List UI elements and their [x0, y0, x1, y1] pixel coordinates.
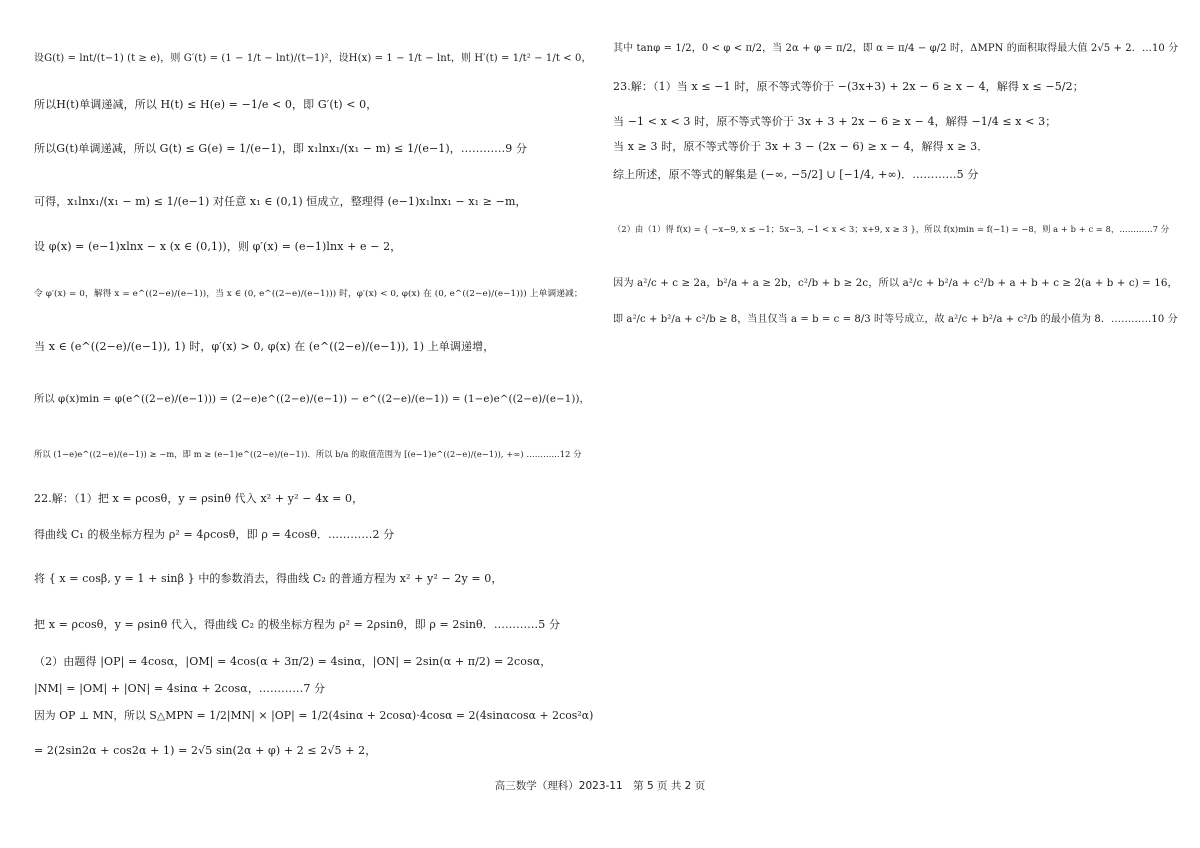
solution-line: 将 { x = cosβ, y = 1 + sinβ } 中的参数消去，得曲线 C₂ 的普通方程为 x² + y² − 2y = 0，	[34, 572, 503, 585]
solution-line: 所以H(t)单调递减，所以 H(t) ≤ H(e) = −1/e < 0，即 G′(t) < 0，	[34, 98, 378, 111]
solution-line: 当 −1 < x < 3 时，原不等式等价于 3x + 3 + 2x − 6 ≥ x − 4，解得 −1/4 ≤ x < 3；	[613, 115, 1057, 128]
solution-line: 设 φ(x) = (e−1)xlnx − x (x ∈ (0,1))，则 φ′(x) = (e−1)lnx + e − 2，	[34, 240, 402, 253]
solution-line: 得曲线 C₁ 的极坐标方程为 ρ² = 4ρcosθ，即 ρ = 4cosθ．…………2 分	[34, 528, 395, 541]
solution-line: 即 a²/c + b²/a + c²/b ≥ 8，当且仅当 a = b = c = 8/3 时等号成立，故 a²/c + b²/a + c²/b 的最小值为 8．…………10 分	[613, 314, 1178, 325]
solution-line: 把 x = ρcosθ，y = ρsinθ 代入，得曲线 C₂ 的极坐标方程为 ρ² = 2ρsinθ，即 ρ = 2sinθ．…………5 分	[34, 618, 561, 631]
solution-line: 设G(t) = lnt/(t−1) (t ≥ e)，则 G′(t) = (1 − 1/t − lnt)/(t−1)²，设H(x) = 1 − 1/t − lnt，则 H′(t) = 1/t² − 1/t < 0，	[34, 53, 592, 64]
solution-line: 当 x ≥ 3 时，原不等式等价于 3x + 3 − (2x − 6) ≥ x − 4，解得 x ≥ 3．	[613, 140, 989, 153]
solution-line: |NM| = |OM| + |ON| = 4sinα + 2cosα，…………7 分	[34, 682, 326, 695]
solution-line: （2）由题得 |OP| = 4cosα，|OM| = 4cos(α + 3π/2) = 4sinα，|ON| = 2sin(α + π/2) = 2cosα，	[34, 655, 552, 668]
solution-line: 当 x ∈ (e^((2−e)/(e−1)), 1) 时，φ′(x) > 0, φ(x) 在 (e^((2−e)/(e−1)), 1) 上单调递增，	[34, 340, 495, 353]
solution-line: 可得，x₁lnx₁/(x₁ − m) ≤ 1/(e−1) 对任意 x₁ ∈ (0,1) 恒成立，整理得 (e−1)x₁lnx₁ − x₁ ≥ −m，	[34, 195, 527, 208]
solution-line: 所以 (1−e)e^((2−e)/(e−1)) ≥ −m，即 m ≥ (e−1)e^((2−e)/(e−1))．所以 b/a 的取值范围为 [(e−1)e^((2−e)/(e−1)), +∞) …………12 分	[34, 449, 582, 459]
solution-line: 所以 φ(x)min = φ(e^((2−e)/(e−1))) = (2−e)e^((2−e)/(e−1)) − e^((2−e)/(e−1)) = (1−e)e^((2−e)/(e−1))，	[34, 393, 590, 405]
solution-line: （2）由（1）得 f(x) = { −x−9, x ≤ −1；5x−3, −1 < x < 3；x+9, x ≥ 3 }，所以 f(x)min = f(−1) = −8，则 a + b + c = 8，…………7 分	[613, 224, 1170, 234]
solution-line: 所以G(t)单调递减，所以 G(t) ≤ G(e) = 1/(e−1)，即 x₁lnx₁/(x₁ − m) ≤ 1/(e−1)，…………9 分	[34, 142, 528, 155]
solution-line: 综上所述，原不等式的解集是 (−∞, −5/2] ∪ [−1/4, +∞)．…………5 分	[613, 168, 979, 181]
solution-line: 22.解：（1）把 x = ρcosθ，y = ρsinθ 代入 x² + y² − 4x = 0，	[34, 492, 364, 505]
solution-line: 因为 a²/c + c ≥ 2a，b²/a + a ≥ 2b，c²/b + b ≥ 2c，所以 a²/c + b²/a + c²/b + a + b + c ≥ 2(a + b + c) = 16，	[613, 277, 1178, 289]
solution-line: 因为 OP ⊥ MN，所以 S△MPN = 1/2|MN| × |OP| = 1/2(4sinα + 2cosα)·4cosα = 2(4sinαcosα + 2cos²α)	[34, 709, 594, 722]
page-footer: 高三数学（理科）2023-11 第 5 页 共 2 页	[494, 780, 706, 792]
solution-line: 其中 tanφ = 1/2，0 < φ < π/2，当 2α + φ = π/2，即 α = π/4 − φ/2 时，ΔMPN 的面积取得最大值 2√5 + 2．…10 分	[613, 43, 1179, 54]
solution-line: 令 φ′(x) = 0，解得 x = e^((2−e)/(e−1))，当 x ∈ (0, e^((2−e)/(e−1))) 时，φ′(x) < 0, φ(x) 在 (0, e^((2−e)/(e−1))) 上单调递减；	[34, 289, 583, 299]
solution-line: 23.解：（1）当 x ≤ −1 时，原不等式等价于 −(3x+3) + 2x − 6 ≥ x − 4，解得 x ≤ −5/2；	[613, 80, 1084, 93]
solution-line: = 2(2sin2α + cos2α + 1) = 2√5 sin(2α + φ) + 2 ≤ 2√5 + 2，	[34, 744, 377, 757]
